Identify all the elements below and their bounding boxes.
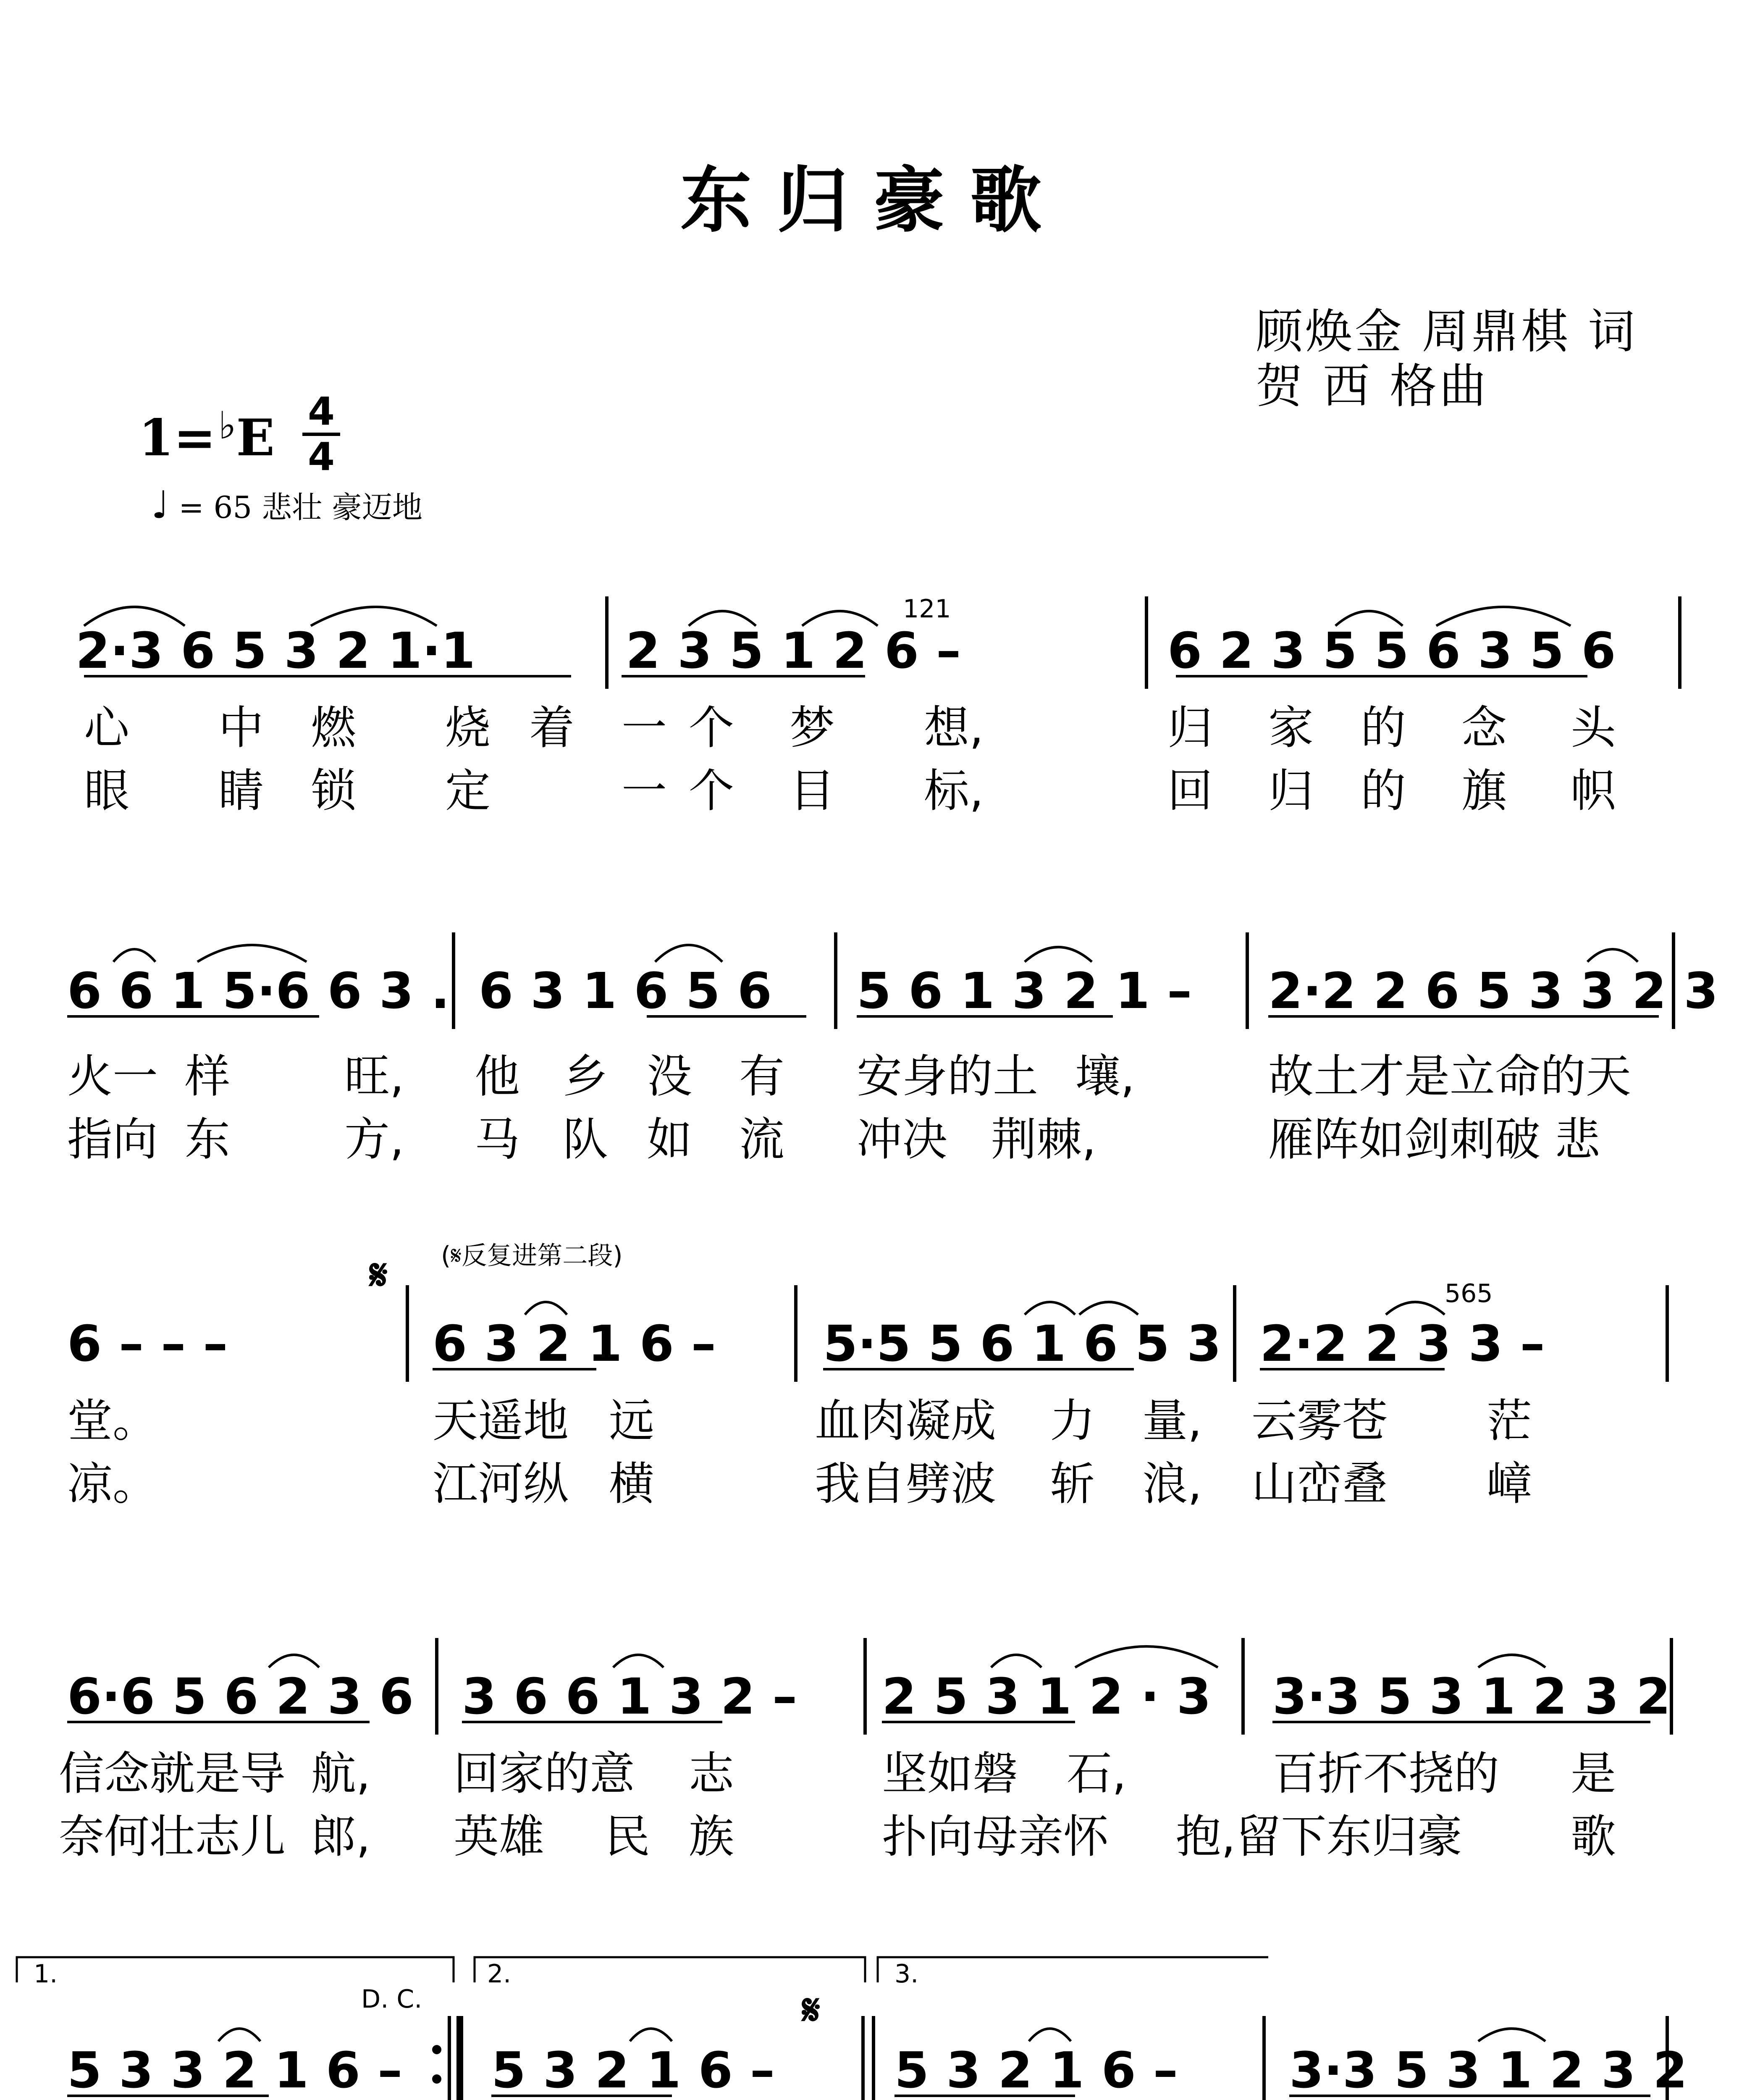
svg-text:念: 念	[1461, 702, 1507, 754]
svg-text:眼: 眼	[84, 765, 130, 817]
row-3-lyrics-verse-1	[67, 1395, 1532, 1447]
svg-text:民: 民	[605, 1811, 651, 1863]
svg-text:个: 个	[689, 765, 734, 817]
svg-text:歌: 歌	[1571, 1811, 1616, 1863]
svg-text:中: 中	[218, 702, 264, 754]
svg-text:样: 样	[185, 1050, 231, 1103]
row-1-measure-3: 6 2 3 5 5 6 3 5 6	[1167, 622, 1616, 680]
svg-text:火一: 火一	[67, 1050, 158, 1103]
svg-text:航,: 航,	[311, 1748, 371, 1800]
row-4-lyrics-verse-1	[59, 1748, 1616, 1800]
svg-text:信念就是导: 信念就是导	[59, 1748, 286, 1800]
svg-text:乡: 乡	[563, 1050, 609, 1103]
svg-text:着: 着	[529, 702, 575, 754]
svg-text:故土才是立命的天: 故土才是立命的天	[1268, 1050, 1632, 1103]
svg-text:力: 力	[1050, 1395, 1096, 1447]
svg-text:归: 归	[1167, 702, 1213, 754]
lyricist-credit: 顾焕金 周鼎棋 词	[1256, 304, 1638, 359]
svg-text:斩: 斩	[1050, 1458, 1096, 1510]
svg-text:壤,: 壤,	[1075, 1050, 1135, 1103]
svg-text:一: 一	[622, 702, 667, 754]
svg-text:指向: 指向	[67, 1113, 158, 1166]
row-5-measure-1: 5 3 3 2 1 6 –	[67, 2041, 403, 2099]
flat-icon: ♭	[218, 403, 236, 448]
svg-text:扑向母亲怀: 扑向母亲怀	[882, 1811, 1109, 1863]
grace-note-565: 565	[1445, 1279, 1493, 1308]
svg-text:燃: 燃	[311, 702, 357, 754]
svg-text:是: 是	[1571, 1748, 1616, 1800]
svg-text:凉。: 凉。	[67, 1458, 158, 1510]
svg-text:抱,留下东归豪: 抱,留下东归豪	[1176, 1811, 1463, 1863]
svg-text:睛: 睛	[218, 765, 264, 817]
svg-text:流: 流	[739, 1113, 785, 1166]
row-3	[67, 1241, 1667, 1510]
svg-text:梦: 梦	[790, 702, 835, 754]
svg-text:东: 东	[185, 1113, 231, 1166]
svg-text:家: 家	[1268, 702, 1314, 754]
svg-text:如: 如	[647, 1113, 693, 1166]
svg-text:帜: 帜	[1571, 765, 1616, 817]
song-title: 东归豪歌	[680, 158, 1067, 242]
svg-text:云雾苍: 云雾苍	[1251, 1395, 1388, 1447]
svg-text:马: 马	[475, 1113, 520, 1166]
svg-text:百折不挠的: 百折不挠的	[1272, 1748, 1500, 1800]
svg-text:目: 目	[790, 765, 835, 817]
svg-text:个: 个	[689, 702, 734, 754]
composer-credit: 贺 西 格曲	[1256, 359, 1489, 414]
row-1-measure-2: 2 3 5 1 2 6 –	[626, 622, 961, 680]
row-2-measure-2: 6 3 1 6 5 6	[479, 962, 772, 1020]
svg-text:血肉凝成: 血肉凝成	[815, 1395, 997, 1447]
row-5-measure-2: 5 3 2 1 6 –	[491, 2041, 775, 2099]
svg-text:雁阵如剑刺破 悲: 雁阵如剑刺破 悲	[1268, 1113, 1600, 1166]
svg-text:郎,: 郎,	[311, 1811, 371, 1863]
time-signature-top: 4	[307, 389, 335, 434]
grace-note-121: 121	[903, 594, 951, 624]
row-2	[67, 932, 1718, 1166]
svg-text:奈何壮志儿: 奈何壮志儿	[59, 1811, 286, 1863]
svg-text:山峦叠: 山峦叠	[1251, 1458, 1388, 1510]
repeat-note: (𝄋反复进第二段)	[441, 1241, 623, 1270]
svg-text:坚如磐: 坚如磐	[882, 1748, 1018, 1800]
svg-text:烧: 烧	[445, 702, 491, 754]
svg-text:锁: 锁	[311, 765, 357, 817]
svg-text:回家的意: 回家的意	[454, 1748, 635, 1800]
svg-text:没: 没	[647, 1050, 693, 1103]
time-signature-bottom: 4	[307, 434, 335, 479]
row-4-measure-3: 2 5 3 1 2 · 3	[882, 1667, 1211, 1725]
da-capo: D. C.	[361, 1984, 422, 2014]
row-3-measure-4: 2·2 2 3 3 –	[1260, 1315, 1545, 1373]
svg-text:头: 头	[1571, 702, 1616, 754]
svg-text:志: 志	[689, 1748, 734, 1800]
row-1-measure-1: 2·3 6 5 3 2 1·1	[76, 622, 475, 680]
segno-icon: 𝄋	[370, 1250, 388, 1299]
ending-2: 2.	[487, 1959, 512, 1989]
svg-text:远: 远	[609, 1395, 655, 1447]
row-5-measure-3: 5 3 2 1 6 –	[894, 2041, 1178, 2099]
svg-text:一: 一	[622, 765, 667, 817]
row-3-measure-2: 6 3 2 1 6 –	[433, 1315, 716, 1373]
svg-text:的: 的	[1361, 765, 1406, 817]
row-3-lyrics-verse-2	[67, 1458, 1532, 1510]
svg-text:旗: 旗	[1461, 765, 1507, 817]
svg-text:旺,: 旺,	[344, 1050, 404, 1103]
row-2-measure-3: 5 6 1 3 2 1 –	[857, 962, 1192, 1020]
ending-3: 3.	[894, 1959, 919, 1989]
ending-1: 1.	[34, 1959, 58, 1989]
svg-text:石,: 石,	[1067, 1748, 1127, 1800]
svg-text:他: 他	[475, 1050, 520, 1103]
svg-text:有: 有	[739, 1050, 785, 1103]
svg-text:冲决: 冲决	[857, 1113, 948, 1166]
svg-text:荆棘,: 荆棘,	[991, 1113, 1096, 1166]
svg-text:回: 回	[1167, 765, 1213, 817]
svg-text:浪,: 浪,	[1142, 1458, 1202, 1510]
svg-text:心: 心	[84, 702, 130, 754]
segno-icon-2: 𝄋	[802, 1985, 820, 2034]
row-1	[76, 594, 1680, 817]
row-4-lyrics-verse-2	[59, 1811, 1616, 1863]
row-2-lyrics-verse-1	[67, 1050, 1631, 1103]
tempo-text: = 65 悲壮 豪迈地	[178, 490, 422, 525]
svg-text:量,: 量,	[1142, 1395, 1202, 1447]
svg-text:堂。: 堂。	[67, 1395, 158, 1447]
row-5	[17, 1957, 1687, 2100]
svg-text:标,: 标,	[924, 765, 984, 817]
row-2-measure-1: 6 6 1 5·6 6 3 .	[67, 962, 450, 1020]
svg-text:茫: 茫	[1487, 1395, 1532, 1447]
row-4	[59, 1638, 1671, 1863]
row-4-measure-4: 3·3 5 3 1 2 3 2	[1272, 1667, 1671, 1725]
svg-text:江河纵: 江河纵	[433, 1458, 569, 1510]
row-2-lyrics-verse-2	[67, 1113, 1601, 1166]
row-1-lyrics-verse-2	[84, 765, 1617, 817]
svg-text:的: 的	[1361, 702, 1406, 754]
svg-text:归: 归	[1268, 765, 1314, 817]
svg-text:英雄: 英雄	[454, 1811, 545, 1863]
svg-text:横: 横	[609, 1458, 655, 1510]
svg-text:队: 队	[563, 1113, 609, 1166]
svg-text:定: 定	[445, 765, 491, 817]
svg-text:想,: 想,	[924, 702, 984, 754]
svg-text:方,: 方,	[344, 1113, 404, 1166]
row-1-lyrics-verse-1	[84, 702, 1617, 754]
svg-text:族: 族	[689, 1811, 734, 1863]
svg-text:嶂: 嶂	[1487, 1458, 1532, 1510]
row-2-measure-4: 2·2 2 6 5 3 3 2 3	[1268, 962, 1718, 1020]
key-letter: E	[236, 408, 275, 467]
svg-text:我自劈波: 我自劈波	[815, 1458, 997, 1510]
row-4-measure-2: 3 6 6 1 3 2 –	[462, 1667, 797, 1725]
row-3-measure-3: 5·5 5 6 1 6 5 3	[823, 1315, 1222, 1373]
key-prefix: 1=	[139, 408, 216, 467]
row-4-measure-1: 6·6 5 6 2 3 6	[67, 1667, 414, 1725]
row-5-measure-4: 3·3 5 3 1 2 3 2	[1289, 2041, 1688, 2099]
svg-text:天遥地: 天遥地	[433, 1395, 569, 1447]
svg-text:安身的土: 安身的土	[857, 1050, 1039, 1103]
quarter-note-icon: ♩	[151, 483, 169, 527]
row-3-measure-1: 6 – – –	[67, 1315, 228, 1373]
